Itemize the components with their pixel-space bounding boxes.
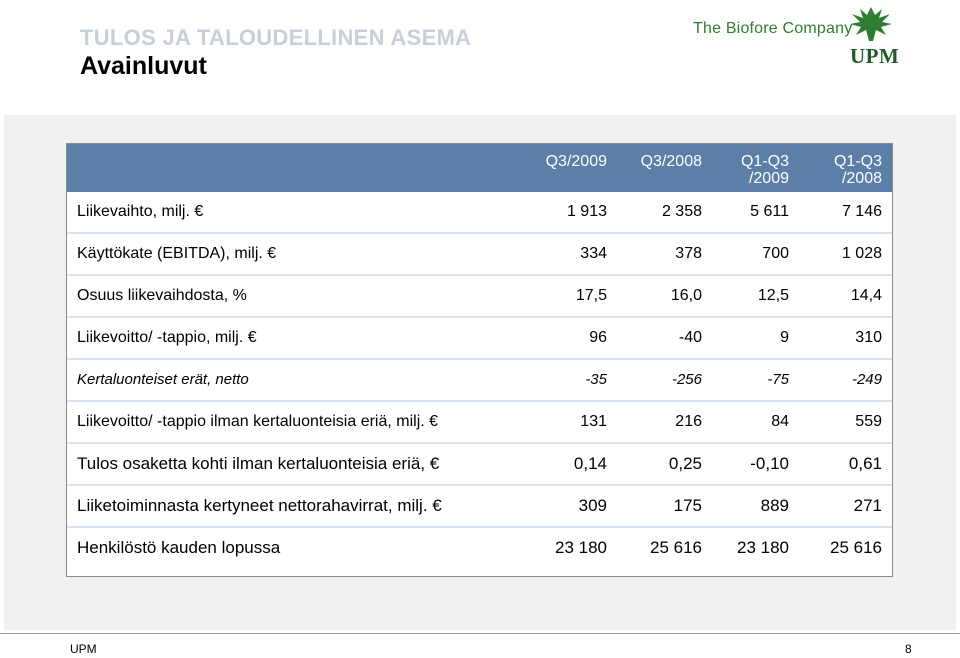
column-header-q3-2008: Q3/2008 [640, 153, 702, 170]
row-value: 700 [762, 245, 789, 262]
row-value: 1 028 [841, 245, 882, 262]
upm-logo-text: UPM [850, 44, 900, 68]
table-row [67, 444, 892, 486]
row-value: 175 [673, 496, 702, 515]
row-value: 271 [853, 496, 882, 515]
footer-company: UPM [70, 642, 97, 656]
row-value: 14,4 [850, 287, 882, 304]
row-value: 25 616 [650, 538, 702, 557]
row-value: 5 611 [750, 203, 789, 220]
row-value: 84 [771, 413, 789, 430]
row-value: 0,14 [573, 454, 607, 473]
key-figures-table [66, 143, 893, 577]
row-label: Tulos osaketta kohti ilman kertaluonteisia eriä, € [77, 454, 440, 473]
row-label: Liikevoitto/ -tappio, milj. € [77, 329, 257, 346]
page-number: 8 [905, 642, 912, 656]
row-value: 12,5 [757, 287, 789, 304]
table-header [67, 144, 892, 192]
footer-divider [0, 633, 960, 634]
table-row [67, 528, 892, 570]
column-header-q3-2009: Q3/2009 [545, 153, 607, 170]
column-header-q1-q3-2008: Q1-Q3 /2008 [833, 153, 882, 187]
row-value: 0,61 [848, 454, 882, 473]
row-value: -249 [851, 371, 882, 388]
row-value: 310 [855, 329, 882, 346]
table-row [67, 486, 892, 528]
row-value: 0,25 [668, 454, 702, 473]
row-value: 17,5 [575, 287, 607, 304]
row-label: Kertaluonteiset erät, netto [77, 371, 249, 388]
row-value: -0,10 [750, 454, 789, 473]
table-row [67, 318, 892, 360]
row-value: 23 180 [555, 538, 607, 557]
row-label: Osuus liikevaihdosta, % [77, 287, 247, 304]
row-value: 334 [580, 245, 607, 262]
row-value: 1 913 [566, 203, 607, 220]
table-row [67, 276, 892, 318]
row-value: 309 [578, 496, 607, 515]
table-row [67, 192, 892, 234]
row-label: Liiketoiminnasta kertyneet nettorahavirrat, milj. € [77, 496, 442, 515]
row-value: 9 [780, 329, 789, 346]
row-value: -75 [767, 371, 789, 388]
row-value: -256 [671, 371, 702, 388]
column-header-q1-q3-2009: Q1-Q3 /2009 [740, 153, 789, 187]
row-label: Käyttökate (EBITDA), milj. € [77, 245, 277, 262]
row-value: 96 [589, 329, 607, 346]
page-title: Avainluvut [80, 52, 207, 80]
row-value: 559 [855, 413, 882, 430]
row-value: 131 [580, 413, 607, 430]
row-value: 16,0 [670, 287, 702, 304]
table-row [67, 234, 892, 276]
company-tagline: The Biofore Company [693, 20, 853, 37]
row-value: 7 146 [841, 203, 882, 220]
row-value: 378 [675, 245, 702, 262]
row-label: Liikevaihto, milj. € [77, 203, 204, 220]
row-value: 216 [675, 413, 702, 430]
row-value: 2 358 [661, 203, 702, 220]
griffin-logo-icon [848, 5, 894, 43]
row-value: 23 180 [737, 538, 789, 557]
row-value: -35 [585, 371, 607, 388]
row-value: -40 [678, 329, 702, 346]
row-value: 889 [760, 496, 789, 515]
row-value: 25 616 [830, 538, 882, 557]
page-subtitle: TULOS JA TALOUDELLINEN ASEMA [80, 25, 472, 50]
table-row [67, 402, 892, 444]
row-label: Henkilöstö kauden lopussa [77, 538, 281, 557]
row-label: Liikevoitto/ -tappio ilman kertaluonteisia eriä, milj. € [77, 413, 439, 430]
table-row [67, 360, 892, 402]
